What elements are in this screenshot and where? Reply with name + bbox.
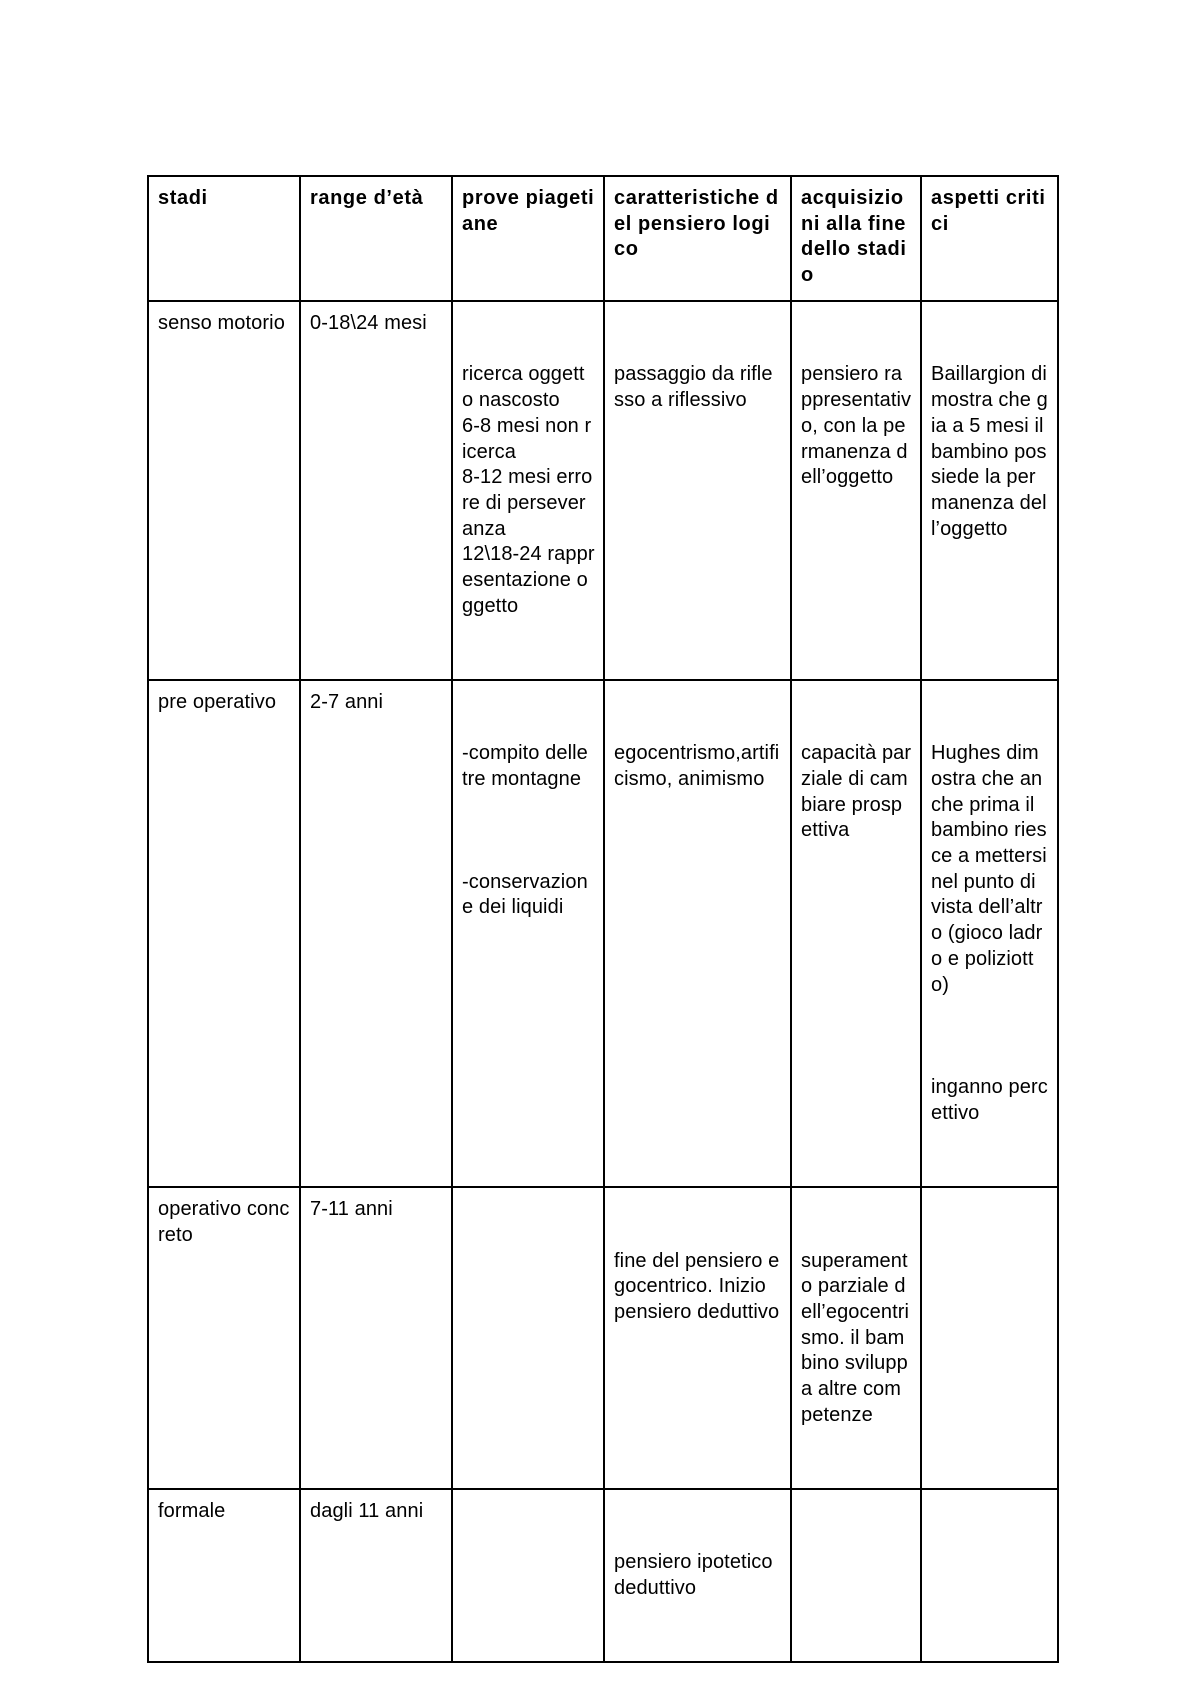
cell-caratteristiche [604,1187,791,1489]
table-row [148,1489,1058,1662]
cell-prove [452,680,604,1187]
cell-acquisizioni [791,680,921,1187]
table-row [148,1187,1058,1489]
table-row [148,680,1058,1187]
cell-paragraph: egocentrismo,artificismo, animismo [614,742,780,790]
cell-aspetti [921,301,1058,680]
header-stadi: stadi [148,176,300,301]
cell-paragraph: Baillargion dimostra che gia a 5 mesi il bambino possiede la permanenza dell’oggetto [931,363,1050,540]
cell-acquisizioni [791,1489,921,1662]
cell-range: 7-11 anni [300,1187,452,1489]
piaget-stages-table [147,175,1059,1663]
header-aspetti: aspetti critici [921,176,1058,301]
header-caratteristiche: caratteristiche del pensiero logico [604,176,791,301]
cell-paragraph: inganno percettivo [931,1076,1048,1125]
cell-stadio: pre operativo [148,680,300,1187]
cell-paragraph: pensiero rappresentativo, con la permanenza dell’oggetto [801,363,912,489]
table-header-row [148,176,1058,301]
cell-paragraph: fine del pensiero egocentrico. Inizio pensiero deduttivo [614,1249,780,1323]
cell-paragraph: -conservazione dei liquidi [462,870,588,919]
header-range: range d’età [300,176,452,301]
cell-stadio: senso motorio [148,301,300,680]
cell-acquisizioni [791,1187,921,1489]
cell-caratteristiche [604,301,791,680]
cell-prove [452,1489,604,1662]
cell-aspetti [921,1187,1058,1489]
cell-paragraph: capacità parziale di cambiare prospettiva [801,742,912,842]
cell-range: 2-7 anni [300,680,452,1187]
cell-paragraph: Hughes dimostra che anche prima il bambino riesce a mettersi nel punto di vista dell’altro (gioco ladro e poliziotto) [931,742,1053,996]
cell-prove [452,1187,604,1489]
cell-paragraph: pensiero ipotetico deduttivo [614,1551,779,1600]
cell-stadio: operativo concreto [148,1187,300,1489]
cell-paragraph: ricerca oggetto nascosto 6-8 mesi non ricerca 8-12 mesi errore di perseveranza 12\18-24 rappresentazione oggetto [462,363,595,617]
cell-aspetti [921,1489,1058,1662]
cell-range: dagli 11 anni [300,1489,452,1662]
cell-caratteristiche [604,680,791,1187]
header-acquisizioni: acquisizioni alla fine dello stadio [791,176,921,301]
cell-prove [452,301,604,680]
cell-paragraph: -compito delle tre montagne [462,742,594,790]
cell-caratteristiche [604,1489,791,1662]
header-prove: prove piagetiane [452,176,604,301]
cell-paragraph: passaggio da riflesso a riflessivo [614,363,773,412]
table-row [148,301,1058,680]
cell-range: 0-18\24 mesi [300,301,452,680]
cell-acquisizioni [791,301,921,680]
cell-paragraph: superamento parziale dell’egocentrismo. il bambino sviluppa altre competenze [801,1249,910,1426]
cell-stadio: formale [148,1489,300,1662]
cell-aspetti [921,680,1058,1187]
